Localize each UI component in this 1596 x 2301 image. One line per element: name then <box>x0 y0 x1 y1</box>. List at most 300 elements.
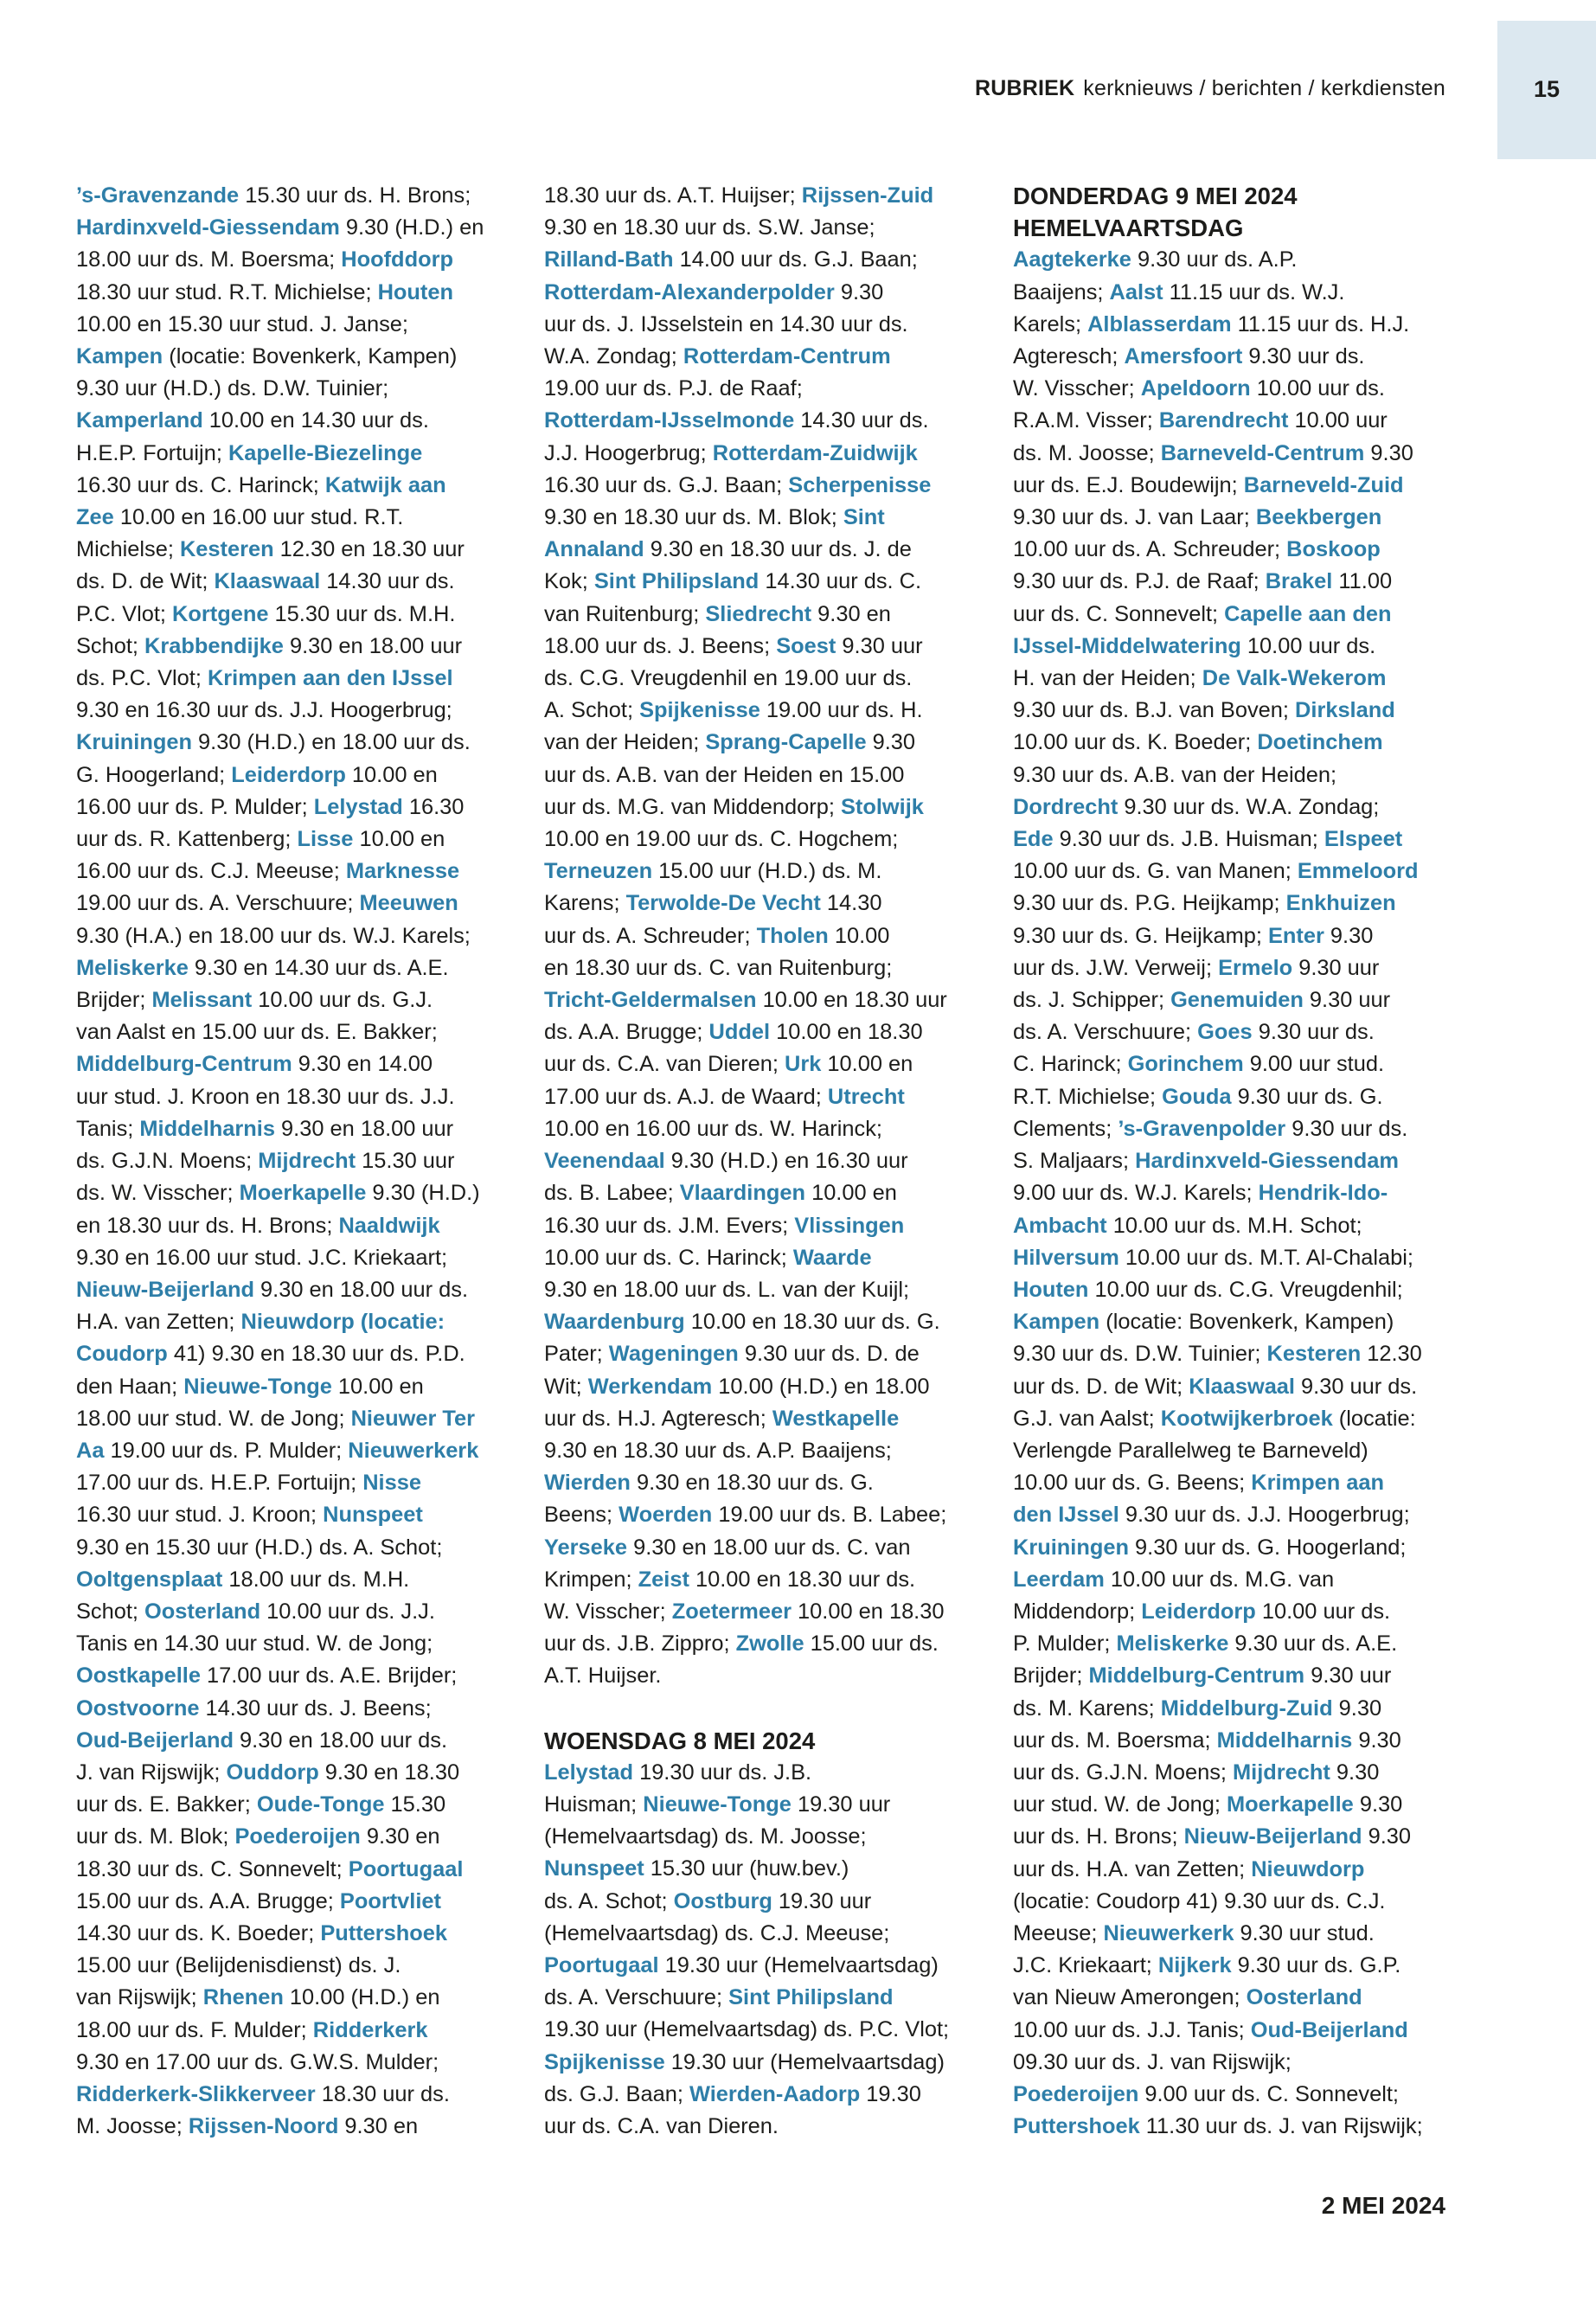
church-location: Brakel <box>1265 569 1333 594</box>
church-location: Aa <box>76 1438 105 1463</box>
church-location: Nieuw-Beijerland <box>1183 1824 1362 1849</box>
service-details: 14.30 uur ds. <box>320 569 455 594</box>
church-location: Houten <box>377 279 454 304</box>
listing-line <box>1013 1467 1463 1499</box>
column-2 <box>544 180 994 2143</box>
church-location: Veenendaal <box>544 1149 665 1174</box>
service-details: 9.30 uur ds. J.B. Huisman; <box>1053 827 1324 852</box>
service-details: 14.30 uur ds. J. Beens; <box>199 1695 432 1721</box>
service-details: 15.30 uur ds. H. Brons; <box>239 183 471 208</box>
listing-line <box>1013 244 1463 276</box>
church-location: Kortgene <box>172 601 269 626</box>
listing-line <box>1013 984 1463 1016</box>
church-location: Amersfoort <box>1124 344 1243 369</box>
service-details: 19.30 uur ds. J.B. <box>633 1759 812 1785</box>
service-details: uur ds. M.G. van Middendorp; <box>544 794 841 819</box>
listing-line <box>1013 1371 1463 1403</box>
listing-line <box>1013 2015 1463 2047</box>
service-details: uur stud. J. Kroon en 18.30 uur ds. J.J. <box>76 1084 455 1109</box>
church-location: Puttershoek <box>1013 2114 1140 2139</box>
service-details: 10.00 uur ds. J.J. <box>260 1599 435 1624</box>
block-spacer <box>544 1693 994 1725</box>
church-location: Vlissingen <box>794 1213 905 1238</box>
column-1 <box>76 180 526 2143</box>
service-details: 9.30 en 16.30 uur ds. J.J. Hoogerbrug; <box>76 698 452 723</box>
listing-line <box>544 502 994 534</box>
listing-line <box>544 888 994 920</box>
service-details: H.A. van Zetten; <box>76 1310 241 1335</box>
church-location: Moerkapelle <box>1227 1792 1354 1817</box>
church-location: Spijkenisse <box>639 698 760 723</box>
church-location: Hilversum <box>1013 1245 1119 1270</box>
listing-line <box>1013 2111 1463 2143</box>
service-details: 10.00 uur ds. C. Harinck; <box>544 1245 793 1270</box>
listing-line <box>1013 824 1463 856</box>
church-location: Uddel <box>708 1020 771 1045</box>
service-details: 18.00 uur ds. M. Boersma; <box>76 247 342 272</box>
church-location: Lelystad <box>544 1759 634 1785</box>
service-details: 9.30 <box>834 279 884 304</box>
church-location: Dordrecht <box>1013 794 1118 819</box>
listing-line <box>1013 1660 1463 1692</box>
listing-line <box>1013 2047 1463 2079</box>
church-location: Klaaswaal <box>1189 1374 1295 1399</box>
service-details: 10.00 en 15.30 uur stud. J. Janse; <box>76 311 408 336</box>
service-details: S. Maljaars; <box>1013 1149 1136 1174</box>
service-details: 9.30 en 15.30 uur (H.D.) ds. A. Schot; <box>76 1535 443 1560</box>
church-location: Capelle aan den <box>1224 601 1392 626</box>
listing-line <box>76 1918 526 1950</box>
service-details: 15.00 uur ds. A.A. Brugge; <box>76 1888 340 1913</box>
listing-line <box>1013 1242 1463 1274</box>
listing-line <box>76 856 526 888</box>
listing-line <box>76 824 526 856</box>
service-details: 41) 9.30 en 18.30 uur ds. P.D. <box>167 1342 465 1367</box>
church-location: Katwijk aan <box>324 472 446 497</box>
service-details: ds. B. Labee; <box>544 1181 680 1206</box>
listing-line <box>1013 1499 1463 1531</box>
service-details: G. Hoogerland; <box>76 762 232 787</box>
service-details: 9.30 uur ds. B.J. van Boven; <box>1013 698 1296 723</box>
church-location: Ouddorp <box>226 1759 319 1785</box>
service-details: 9.30 en 18.00 uur <box>275 1116 454 1141</box>
church-location: Krimpen aan den IJssel <box>207 666 453 691</box>
church-location: Tholen <box>756 923 829 948</box>
service-details: ds. A. Verschuure; <box>544 1985 729 2010</box>
church-location: Enkhuizen <box>1285 891 1396 916</box>
service-details: 9.00 uur ds. C. Sonnevelt; <box>1138 2081 1399 2106</box>
service-details: 11.15 uur ds. W.J. <box>1163 279 1345 304</box>
service-details: 15.30 uur <box>356 1149 455 1174</box>
listing-line <box>1013 1306 1463 1338</box>
service-details: Brijder; <box>76 988 152 1013</box>
church-location: Urk <box>785 1052 822 1077</box>
church-location: Meliskerke <box>76 955 189 980</box>
service-details: R.T. Michielse; <box>1013 1084 1163 1109</box>
service-details: 9.30 uur <box>1303 988 1391 1013</box>
service-details: (Hemelvaartsdag) ds. M. Joosse; <box>544 1824 867 1849</box>
listing-line <box>76 1725 526 1757</box>
service-details: Krimpen; <box>544 1567 638 1592</box>
issue-date: 2 MEI 2024 <box>1321 2192 1445 2219</box>
listing-line <box>544 1886 994 1918</box>
listing-line <box>76 566 526 598</box>
church-location: Melissant <box>151 988 253 1013</box>
service-details: 10.00 en <box>821 1052 913 1077</box>
church-location: Oude-Tonge <box>256 1792 385 1817</box>
listing-line <box>544 405 994 437</box>
listing-line <box>1013 1338 1463 1370</box>
service-details: 19.30 uur <box>791 1791 891 1817</box>
church-location: Nieuwer Ter <box>350 1406 476 1431</box>
listing-line <box>76 920 526 952</box>
listing-line <box>544 1145 994 1177</box>
listing-line <box>544 1177 994 1209</box>
church-location: Wageningen <box>608 1342 739 1367</box>
church-location: Woerden <box>619 1503 713 1528</box>
listing-line <box>76 1757 526 1789</box>
church-location: Nisse <box>362 1471 421 1496</box>
service-details: 10.00 uur ds. C.G. Vreugdenhil; <box>1088 1277 1403 1302</box>
listing-line <box>544 1499 994 1531</box>
church-location: Nieuwerkerk <box>1103 1920 1234 1945</box>
service-details: uur stud. W. de Jong; <box>1013 1792 1227 1817</box>
service-details: W. Visscher; <box>544 1599 672 1624</box>
service-details: uur ds. H.A. van Zetten; <box>1013 1856 1252 1881</box>
church-location: Apeldoorn <box>1140 376 1251 401</box>
listing-line <box>76 373 526 405</box>
listing-line <box>1013 920 1463 952</box>
service-details: 10.00 en 18.30 <box>792 1599 945 1624</box>
service-details: ds. G.J.N. Moens; <box>76 1149 259 1174</box>
listing-line <box>1013 2079 1463 2111</box>
listing-line <box>76 1982 526 2014</box>
listing-line <box>76 888 526 920</box>
listing-line <box>544 599 994 631</box>
listing-line <box>76 2079 526 2111</box>
listing-line <box>544 1918 994 1950</box>
church-location: Poortugaal <box>348 1856 464 1881</box>
church-location: Gorinchem <box>1127 1052 1244 1077</box>
church-location: Middelburg-Centrum <box>76 1052 292 1077</box>
service-details: C. Harinck; <box>1013 1052 1128 1077</box>
listing-line <box>1013 1789 1463 1821</box>
service-details: 9.30 uur (H.D.) ds. D.W. Tuinier; <box>76 376 389 401</box>
service-details: uur ds. R. Kattenberg; <box>76 827 298 852</box>
church-location: Rotterdam-Centrum <box>683 344 891 369</box>
listing-line <box>544 1016 994 1048</box>
church-location: Barneveld-Zuid <box>1243 472 1404 497</box>
service-details: 18.30 uur ds. <box>315 2081 450 2106</box>
listing-line <box>76 1371 526 1403</box>
listing-line <box>544 1113 994 1145</box>
service-details: 9.30 uur ds. D.W. Tuinier; <box>1013 1342 1267 1367</box>
service-details: 9.30 <box>1324 923 1374 948</box>
service-details: ds. P.C. Vlot; <box>76 666 208 691</box>
church-location: Elspeet <box>1324 827 1403 852</box>
church-location: Middelburg-Centrum <box>1088 1663 1305 1689</box>
church-location: Utrecht <box>827 1084 905 1109</box>
service-details: Meeuse; <box>1013 1920 1104 1945</box>
listing-line <box>544 277 994 309</box>
service-details: (Hemelvaartsdag) ds. C.J. Meeuse; <box>544 1920 890 1945</box>
church-location: Nunspeet <box>544 1856 644 1881</box>
listing-line <box>76 1435 526 1467</box>
listing-line <box>544 1628 994 1660</box>
listing-line <box>76 1113 526 1145</box>
church-location: IJssel-Middelwatering <box>1013 633 1241 658</box>
church-location: Moerkapelle <box>239 1181 367 1206</box>
church-location: Boskoop <box>1286 537 1381 562</box>
listing-line <box>544 438 994 470</box>
church-location: Kapelle-Biezelinge <box>228 440 423 465</box>
church-location: Terwolde-De Vecht <box>625 891 821 916</box>
service-details: 10.00 uur ds. K. Boeder; <box>1013 730 1258 755</box>
service-details: 9.30 <box>1362 1824 1412 1849</box>
listing-line <box>76 534 526 566</box>
service-details: Schot; <box>76 1599 145 1624</box>
listing-line <box>1013 1725 1463 1757</box>
church-location: Nieuwe-Tonge <box>183 1374 332 1399</box>
church-location: Houten <box>1013 1277 1089 1302</box>
listing-line <box>1013 470 1463 502</box>
service-details: 9.30 uur ds. J.J. Hoogerbrug; <box>1118 1503 1410 1528</box>
church-location: Sprang-Capelle <box>705 730 867 755</box>
service-details: 10.00 uur ds. M.H. Schot; <box>1106 1213 1362 1238</box>
church-location: Rijssen-Noord <box>188 2114 339 2139</box>
service-details: 16.30 uur stud. J. Kroon; <box>76 1503 324 1528</box>
church-location: Kampen <box>76 344 163 369</box>
listing-line <box>76 1532 526 1564</box>
church-location: Rijssen-Zuid <box>801 183 934 208</box>
service-details: 12.30 <box>1361 1342 1422 1367</box>
service-details: 10.00 en <box>331 1374 424 1399</box>
listing-line <box>76 1145 526 1177</box>
church-location: Krabbendijke <box>144 633 284 658</box>
church-location: Annaland <box>544 537 644 562</box>
service-details: 9.30 uur ds. G. <box>1231 1084 1383 1109</box>
listing-line <box>544 695 994 727</box>
church-location: Ambacht <box>1013 1213 1107 1238</box>
service-details: W. Visscher; <box>1013 376 1141 401</box>
service-details: Brijder; <box>1013 1663 1089 1689</box>
church-location: Barneveld-Centrum <box>1160 440 1365 465</box>
church-location: Stolwijk <box>840 794 924 819</box>
listing-line <box>76 599 526 631</box>
service-details: ds. A. Schot; <box>544 1888 674 1913</box>
church-location: Ooltgensplaat <box>76 1567 223 1592</box>
service-details: A. Schot; <box>544 698 640 723</box>
listing-line <box>1013 1532 1463 1564</box>
listing-line <box>1013 599 1463 631</box>
listing-line <box>1013 663 1463 695</box>
church-location: Hendrik-Ido- <box>1258 1181 1388 1206</box>
listing-line <box>76 438 526 470</box>
service-details: 18.00 uur ds. J. Beens; <box>544 633 777 658</box>
listing-line <box>76 212 526 244</box>
service-details: ds. A.A. Brugge; <box>544 1020 709 1045</box>
church-location: Nieuwerkerk <box>348 1438 479 1463</box>
service-details: 18.30 uur stud. R.T. Michielse; <box>76 279 378 304</box>
listing-line <box>1013 405 1463 437</box>
service-details: uur ds. J. IJsselstein en 14.30 uur ds. <box>544 311 908 336</box>
listing-line <box>1013 1854 1463 1886</box>
listing-line <box>76 1177 526 1209</box>
service-details: uur ds. J.W. Verweij; <box>1013 955 1219 980</box>
listing-line <box>1013 502 1463 534</box>
church-location: Middelburg-Zuid <box>1160 1695 1333 1721</box>
listing-line <box>76 1693 526 1725</box>
page-number-tab <box>1497 21 1596 159</box>
service-details: Schot; <box>76 633 145 658</box>
listing-line <box>76 1081 526 1113</box>
service-details: 9.30 en 18.00 uur ds. <box>254 1277 469 1302</box>
service-details: Pater; <box>544 1342 609 1367</box>
church-location: Rotterdam-Alexanderpolder <box>544 279 835 304</box>
service-details: 10.00 en 16.00 uur ds. W. Harinck; <box>544 1116 882 1141</box>
service-details: P. Mulder; <box>1013 1631 1117 1657</box>
service-details: 15.00 uur ds. <box>804 1631 939 1657</box>
service-details: 9.30 en 18.30 uur ds. A.P. Baaijens; <box>544 1438 892 1463</box>
service-details: Wit; <box>544 1374 588 1399</box>
listing-line <box>76 502 526 534</box>
church-location: Poortvliet <box>339 1888 441 1913</box>
listing-line <box>76 1016 526 1048</box>
church-location: Zee <box>76 505 114 530</box>
service-details: 9.30 (H.D.) en 18.00 uur ds. <box>192 730 471 755</box>
church-location: Ridderkerk-Slikkerveer <box>76 2081 316 2106</box>
listing-line <box>76 309 526 341</box>
church-location: Dirksland <box>1295 698 1395 723</box>
service-details: 9.30 uur <box>836 633 923 658</box>
listing-line <box>544 1596 994 1628</box>
service-details: 9.30 en 14.30 uur ds. A.E. <box>188 955 449 980</box>
service-details: ds. A. Verschuure; <box>1013 1020 1198 1045</box>
service-details: 10.00 en <box>353 827 445 852</box>
listing-line <box>76 1596 526 1628</box>
church-location: Oostvoorne <box>76 1695 200 1721</box>
service-details: (locatie: Bovenkerk, Kampen) <box>1099 1310 1394 1335</box>
church-location: Zoetermeer <box>671 1599 792 1624</box>
church-location: Emmeloord <box>1297 859 1419 884</box>
church-location: Rotterdam-Zuidwijk <box>712 440 918 465</box>
listing-line <box>544 212 994 244</box>
church-location: Coudorp <box>76 1342 168 1367</box>
service-details: 19.30 uur (Hemelvaartsdag) ds. P.C. Vlot; <box>544 2017 950 2042</box>
church-location: Yerseke <box>544 1535 628 1560</box>
church-location: Mijdrecht <box>258 1149 356 1174</box>
listing-line <box>544 727 994 759</box>
listing-line <box>544 1435 994 1467</box>
service-details: 9.00 uur stud. <box>1243 1052 1384 1077</box>
listing-line <box>544 1274 994 1306</box>
listing-line <box>76 1789 526 1821</box>
page-header <box>975 76 1445 101</box>
service-details: den Haan; <box>76 1374 184 1399</box>
church-location: Nieuw-Beijerland <box>76 1277 254 1302</box>
church-location: De Valk-Wekerom <box>1202 666 1387 691</box>
church-location: Zeist <box>638 1567 689 1592</box>
service-details: (locatie: <box>1332 1406 1416 1431</box>
service-details: 9.30 en 18.30 uur ds. M. Blok; <box>544 505 843 530</box>
service-details: 9.30 <box>1353 1792 1403 1817</box>
listing-line <box>1013 1210 1463 1242</box>
listing-line <box>76 631 526 663</box>
service-details: 19.30 uur (Hemelvaartsdag) <box>664 2049 945 2074</box>
service-details: 10.00 uur ds. <box>1240 633 1376 658</box>
listing-line <box>544 1821 994 1853</box>
service-details: uur ds. E. Bakker; <box>76 1792 257 1817</box>
church-location: Nieuwdorp <box>1251 1856 1365 1881</box>
service-details: 19.00 uur ds. P.J. de Raaf; <box>544 376 803 401</box>
service-details: 9.30 uur ds. G. Hoogerland; <box>1129 1535 1407 1560</box>
service-details: ds. W. Visscher; <box>76 1181 240 1206</box>
church-location: Terneuzen <box>544 859 653 884</box>
service-details: uur ds. G.J.N. Moens; <box>1013 1759 1233 1785</box>
church-location: Lelystad <box>313 794 403 819</box>
section-label: kerknieuws / berichten / kerkdiensten <box>1083 76 1445 100</box>
service-details: 10.00 uur ds. <box>1255 1599 1391 1624</box>
listing-line <box>76 341 526 373</box>
service-details: 9.30 (H.D.) <box>366 1181 480 1206</box>
listing-line <box>76 470 526 502</box>
service-details: 10.00 en <box>805 1181 897 1206</box>
service-details: Huisman; <box>544 1791 644 1817</box>
service-details: (locatie: Coudorp 41) 9.30 uur ds. C.J. <box>1013 1888 1386 1913</box>
listing-line <box>544 663 994 695</box>
listing-line <box>1013 792 1463 824</box>
church-location: Marknesse <box>345 859 460 884</box>
listing-line <box>544 631 994 663</box>
listing-line <box>544 984 994 1016</box>
service-details: 9.30 (H.A.) en 18.00 uur ds. W.J. Karels; <box>76 923 471 948</box>
service-details: 16.30 uur ds. G.J. Baan; <box>544 472 789 497</box>
church-location: Leerdam <box>1013 1567 1105 1592</box>
listing-line <box>544 2014 994 2046</box>
service-details: 9.30 uur ds. D. de <box>738 1342 920 1367</box>
service-details: Agteresch; <box>1013 344 1125 369</box>
service-details: 18.00 uur ds. M.H. <box>222 1567 410 1592</box>
service-details: 17.00 uur ds. A.E. Brijder; <box>200 1663 458 1689</box>
service-details: H. van der Heiden; <box>1013 666 1202 691</box>
church-location: Waarde <box>792 1245 872 1270</box>
service-details: 16.30 uur ds. J.M. Evers; <box>544 1213 795 1238</box>
listing-line <box>1013 1628 1463 1660</box>
service-details: 11.15 uur ds. H.J. <box>1231 311 1410 336</box>
service-details: ds. M. Karens; <box>1013 1695 1161 1721</box>
service-details: J.J. Hoogerbrug; <box>544 440 713 465</box>
listing-line <box>544 1242 994 1274</box>
service-details: 9.30 uur ds. <box>1285 1116 1408 1141</box>
church-location: Aalst <box>1109 279 1163 304</box>
service-details: 9.30 en 18.00 uur <box>283 633 463 658</box>
service-details: van Aalst en 15.00 uur ds. E. Bakker; <box>76 1020 438 1045</box>
service-details: van der Heiden; <box>544 730 706 755</box>
service-details: 18.30 uur ds. C. Sonnevelt; <box>76 1856 349 1881</box>
service-details: 9.30 en 18.30 <box>318 1759 460 1785</box>
service-details: 16.30 <box>402 794 465 819</box>
church-location: Scherpenisse <box>788 472 932 497</box>
service-details: 15.30 <box>384 1792 446 1817</box>
church-location: Poederoijen <box>234 1824 361 1849</box>
church-location: Oud-Beijerland <box>1250 2017 1408 2042</box>
service-details: R.A.M. Visser; <box>1013 408 1159 433</box>
listing-line <box>544 1757 994 1789</box>
listing-line <box>544 566 994 598</box>
church-location: Beekbergen <box>1255 505 1382 530</box>
listing-line <box>544 792 994 824</box>
service-details: 18.30 uur ds. A.T. Huijser; <box>544 183 802 208</box>
